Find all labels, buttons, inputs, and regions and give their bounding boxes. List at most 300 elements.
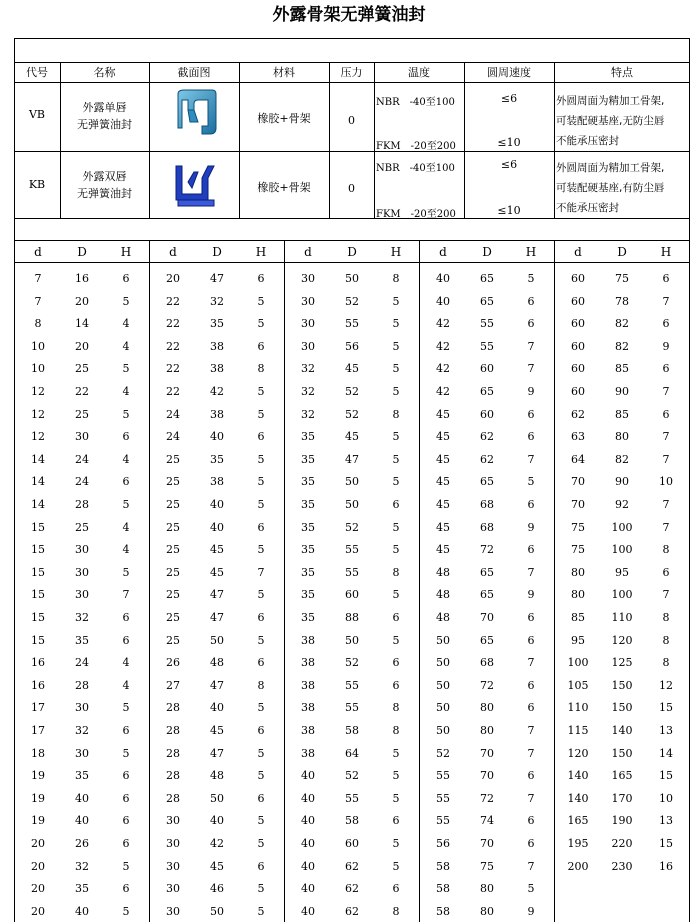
size-cell: 5 <box>392 294 400 308</box>
size-cell: 19 <box>31 814 45 828</box>
size-cell: 35 <box>301 611 315 624</box>
size-cell: 38 <box>301 746 315 760</box>
size-cell: 8 <box>392 565 400 579</box>
size-cell: 14 <box>75 317 89 331</box>
size-cell: 30 <box>301 272 315 285</box>
size-cell: 50 <box>436 678 450 692</box>
size-cell: 8 <box>392 407 400 421</box>
speed-fkm: ≤10 <box>497 204 521 217</box>
size-cell: 32 <box>301 362 315 376</box>
size-cell: 7 <box>527 452 535 466</box>
size-cell: 26 <box>75 837 89 850</box>
size-cell: 78 <box>615 294 629 308</box>
size-cell: 70 <box>571 475 585 489</box>
size-cell: 8 <box>662 543 670 557</box>
feature-line: 可装配硬基座,无防尘唇 <box>556 115 665 127</box>
size-cell: 6 <box>392 611 400 624</box>
product-name-line1: 外露双唇 <box>82 170 127 183</box>
size-cell: 7 <box>257 565 265 579</box>
size-cell: 26 <box>166 656 180 670</box>
size-cell: 40 <box>301 769 315 783</box>
size-cell: 5 <box>257 814 265 828</box>
size-cell: 40 <box>301 882 315 896</box>
size-cell: 40 <box>75 814 89 828</box>
size-cell: 6 <box>392 678 400 692</box>
size-cell: 80 <box>571 565 585 579</box>
size-cell: 5 <box>122 859 130 873</box>
size-cell: 55 <box>345 678 359 692</box>
size-cell: 25 <box>166 520 180 534</box>
size-cell: 5 <box>392 452 400 466</box>
size-cell: 25 <box>166 633 180 647</box>
size-cell: 35 <box>301 543 315 557</box>
size-cell: 45 <box>210 724 224 737</box>
size-cell: 5 <box>122 904 130 918</box>
size-cell: 200 <box>567 859 589 873</box>
size-cell: 5 <box>257 498 265 511</box>
size-cell: 62 <box>571 407 585 421</box>
divider <box>14 262 690 263</box>
size-cell: 5 <box>257 294 265 308</box>
size-cell: 6 <box>257 339 265 353</box>
size-cell: 58 <box>436 882 450 896</box>
header-name: 名称 <box>93 66 116 79</box>
size-cell: 64 <box>345 746 359 760</box>
size-cell: 5 <box>257 317 265 331</box>
size-cell: 27 <box>166 678 180 692</box>
size-cell: 32 <box>75 859 89 873</box>
size-cell: 45 <box>436 407 450 421</box>
header-material: 材料 <box>273 66 295 79</box>
size-cell: 28 <box>166 746 180 760</box>
size-cell: 40 <box>301 814 315 828</box>
size-cell: 24 <box>166 407 180 421</box>
size-cell: 100 <box>611 543 633 557</box>
size-cell: 74 <box>480 814 494 828</box>
size-cell: 35 <box>301 588 315 602</box>
size-cell: 25 <box>166 611 180 624</box>
size-cell: 4 <box>122 339 130 353</box>
divider <box>14 151 690 152</box>
size-cell: 7 <box>527 791 535 805</box>
size-cell: 52 <box>345 769 359 783</box>
size-header-cell: H <box>255 245 267 259</box>
size-cell: 55 <box>436 814 450 828</box>
size-cell: 140 <box>567 791 589 805</box>
size-cell: 22 <box>166 362 180 376</box>
size-cell: 5 <box>257 385 265 398</box>
size-cell: 62 <box>480 452 494 466</box>
header-speed: 圆周速度 <box>487 66 531 79</box>
size-cell: 6 <box>392 814 400 828</box>
size-cell: 5 <box>392 588 400 602</box>
divider <box>284 240 285 922</box>
size-cell: 5 <box>257 769 265 783</box>
size-cell: 6 <box>257 611 265 624</box>
size-cell: 45 <box>436 543 450 557</box>
size-cell: 120 <box>567 746 589 760</box>
size-header-cell: H <box>120 245 132 259</box>
size-cell: 17 <box>31 724 45 737</box>
size-cell: 62 <box>345 859 359 873</box>
size-cell: 48 <box>436 565 450 579</box>
size-cell: 7 <box>527 746 535 760</box>
divider <box>149 240 150 922</box>
size-cell: 7 <box>662 498 670 511</box>
size-cell: 20 <box>31 837 45 850</box>
size-cell: 6 <box>392 656 400 670</box>
size-cell: 50 <box>345 475 359 489</box>
size-cell: 35 <box>75 769 89 783</box>
size-cell: 62 <box>345 904 359 918</box>
size-cell: 65 <box>480 588 494 602</box>
size-cell: 6 <box>527 498 535 511</box>
size-cell: 60 <box>571 272 585 285</box>
size-cell: 6 <box>662 565 670 579</box>
size-cell: 15 <box>31 588 45 602</box>
size-cell: 56 <box>436 837 450 850</box>
size-cell: 6 <box>527 769 535 783</box>
size-cell: 70 <box>480 837 494 850</box>
size-cell: 80 <box>480 724 494 737</box>
size-cell: 17 <box>31 701 45 715</box>
size-cell: 5 <box>527 272 535 285</box>
size-cell: 58 <box>345 814 359 828</box>
size-cell: 30 <box>301 339 315 353</box>
size-cell: 68 <box>480 656 494 670</box>
size-cell: 4 <box>122 678 130 692</box>
size-header-cell: d <box>304 245 312 259</box>
size-cell: 6 <box>392 882 400 896</box>
size-cell: 6 <box>527 430 535 444</box>
size-cell: 20 <box>166 272 180 285</box>
size-cell: 5 <box>257 407 265 421</box>
size-cell: 47 <box>210 678 224 692</box>
size-cell: 60 <box>480 407 494 421</box>
speed-nbr: ≤6 <box>500 158 518 171</box>
size-cell: 5 <box>392 430 400 444</box>
product-pressure: 0 <box>348 182 355 195</box>
size-cell: 5 <box>392 791 400 805</box>
size-cell: 125 <box>611 656 633 670</box>
size-cell: 55 <box>345 791 359 805</box>
size-cell: 5 <box>392 859 400 873</box>
size-cell: 47 <box>345 452 359 466</box>
feature-line: 外圆周面为精加工骨架, <box>556 162 665 174</box>
size-cell: 50 <box>436 656 450 670</box>
size-cell: 85 <box>615 407 629 421</box>
size-cell: 25 <box>166 452 180 466</box>
size-cell: 5 <box>257 452 265 466</box>
divider <box>14 218 690 219</box>
size-cell: 6 <box>122 272 130 285</box>
size-cell: 50 <box>210 791 224 805</box>
size-cell: 75 <box>571 520 585 534</box>
size-cell: 50 <box>345 272 359 285</box>
size-cell: 24 <box>166 430 180 444</box>
size-cell: 5 <box>392 746 400 760</box>
size-cell: 35 <box>75 882 89 896</box>
size-cell: 85 <box>571 611 585 624</box>
size-cell: 6 <box>122 837 130 850</box>
size-cell: 40 <box>75 791 89 805</box>
size-cell: 28 <box>75 678 89 692</box>
size-cell: 90 <box>615 475 629 489</box>
size-cell: 5 <box>122 746 130 760</box>
size-cell: 15 <box>659 837 673 850</box>
size-cell: 82 <box>615 317 629 331</box>
size-cell: 16 <box>75 272 89 285</box>
size-cell: 5 <box>257 701 265 715</box>
size-cell: 195 <box>567 837 589 850</box>
size-cell: 5 <box>257 475 265 489</box>
size-header-cell: D <box>482 245 492 259</box>
size-cell: 85 <box>615 362 629 376</box>
size-cell: 82 <box>615 339 629 353</box>
size-cell: 7 <box>34 294 42 308</box>
size-cell: 5 <box>122 565 130 579</box>
size-cell: 13 <box>659 724 673 737</box>
size-cell: 38 <box>301 656 315 670</box>
size-cell: 5 <box>392 317 400 331</box>
temp-fkm: FKM -20至200 <box>376 209 456 220</box>
size-cell: 28 <box>166 724 180 737</box>
size-cell: 165 <box>611 769 633 783</box>
size-cell: 6 <box>257 272 265 285</box>
size-cell: 4 <box>122 520 130 534</box>
size-cell: 35 <box>75 633 89 647</box>
size-cell: 6 <box>662 407 670 421</box>
size-cell: 6 <box>527 543 535 557</box>
size-cell: 110 <box>611 611 633 624</box>
temp-nbr: NBR -40至100 <box>376 97 455 108</box>
speed-fkm: ≤10 <box>497 136 521 149</box>
size-cell: 6 <box>662 272 670 285</box>
size-cell: 6 <box>527 294 535 308</box>
feature-line: 不能承压密封 <box>556 135 619 147</box>
product-material: 橡胶+骨架 <box>257 112 311 125</box>
size-cell: 6 <box>257 791 265 805</box>
size-cell: 5 <box>257 882 265 896</box>
size-cell: 60 <box>345 837 359 850</box>
size-cell: 25 <box>166 498 180 511</box>
size-cell: 88 <box>345 611 359 624</box>
size-cell: 7 <box>662 452 670 466</box>
size-cell: 55 <box>436 791 450 805</box>
size-cell: 6 <box>527 837 535 850</box>
size-cell: 9 <box>527 385 535 398</box>
size-cell: 25 <box>166 475 180 489</box>
size-cell: 10 <box>659 475 673 489</box>
size-cell: 22 <box>166 294 180 308</box>
size-cell: 190 <box>611 814 633 828</box>
divider <box>149 62 150 218</box>
size-cell: 47 <box>210 611 224 624</box>
size-cell: 30 <box>75 565 89 579</box>
size-cell: 150 <box>611 746 633 760</box>
size-cell: 38 <box>301 701 315 715</box>
size-cell: 14 <box>659 746 673 760</box>
double-lip-seal-section-icon <box>168 158 220 210</box>
size-header-cell: H <box>660 245 672 259</box>
size-cell: 6 <box>122 724 130 737</box>
size-cell: 68 <box>480 498 494 511</box>
size-cell: 140 <box>567 769 589 783</box>
size-cell: 47 <box>210 746 224 760</box>
size-cell: 32 <box>75 724 89 737</box>
size-cell: 30 <box>301 317 315 331</box>
size-cell: 70 <box>480 611 494 624</box>
divider <box>14 240 690 241</box>
size-cell: 6 <box>662 317 670 331</box>
size-cell: 95 <box>571 633 585 647</box>
size-cell: 70 <box>480 769 494 783</box>
size-cell: 52 <box>345 656 359 670</box>
size-cell: 5 <box>122 407 130 421</box>
size-cell: 80 <box>615 430 629 444</box>
size-cell: 10 <box>31 362 45 376</box>
size-cell: 5 <box>257 904 265 918</box>
divider <box>554 62 555 218</box>
size-cell: 8 <box>662 656 670 670</box>
size-cell: 45 <box>210 565 224 579</box>
size-cell: 7 <box>527 724 535 737</box>
size-cell: 5 <box>392 475 400 489</box>
size-cell: 8 <box>662 633 670 647</box>
size-cell: 6 <box>527 317 535 331</box>
size-cell: 105 <box>567 678 589 692</box>
size-cell: 80 <box>480 904 494 918</box>
size-cell: 220 <box>611 837 633 850</box>
size-cell: 65 <box>480 385 494 398</box>
size-cell: 38 <box>210 362 224 376</box>
size-cell: 62 <box>345 882 359 896</box>
size-cell: 30 <box>166 837 180 850</box>
size-cell: 6 <box>257 724 265 737</box>
size-cell: 45 <box>436 498 450 511</box>
size-cell: 6 <box>122 814 130 828</box>
size-cell: 5 <box>392 633 400 647</box>
feature-line: 可装配硬基座,有防尘唇 <box>556 182 665 194</box>
size-cell: 42 <box>436 385 450 398</box>
size-cell: 5 <box>392 362 400 376</box>
size-cell: 20 <box>75 294 89 308</box>
size-cell: 40 <box>210 520 224 534</box>
divider <box>14 62 690 63</box>
size-header-cell: D <box>347 245 357 259</box>
size-cell: 35 <box>301 452 315 466</box>
size-cell: 15 <box>31 565 45 579</box>
size-cell: 13 <box>659 814 673 828</box>
size-cell: 22 <box>166 317 180 331</box>
header-features: 特点 <box>611 66 633 79</box>
size-cell: 4 <box>122 656 130 670</box>
size-cell: 25 <box>166 588 180 602</box>
size-cell: 40 <box>301 837 315 850</box>
size-cell: 40 <box>210 701 224 715</box>
size-cell: 65 <box>480 565 494 579</box>
size-cell: 7 <box>662 430 670 444</box>
feature-line: 外圆周面为精加工骨架, <box>556 95 665 107</box>
size-header-cell: d <box>439 245 447 259</box>
size-cell: 32 <box>301 385 315 398</box>
size-cell: 170 <box>611 791 633 805</box>
size-header-cell: d <box>574 245 582 259</box>
size-cell: 6 <box>392 498 400 511</box>
size-cell: 8 <box>257 362 265 376</box>
size-cell: 55 <box>345 701 359 715</box>
size-cell: 12 <box>31 407 45 421</box>
size-cell: 15 <box>31 543 45 557</box>
size-cell: 60 <box>345 588 359 602</box>
size-cell: 28 <box>166 701 180 715</box>
size-cell: 6 <box>257 430 265 444</box>
size-cell: 6 <box>527 611 535 624</box>
size-cell: 65 <box>480 272 494 285</box>
size-cell: 8 <box>392 904 400 918</box>
size-cell: 92 <box>615 498 629 511</box>
size-cell: 52 <box>345 385 359 398</box>
size-cell: 60 <box>571 362 585 376</box>
size-cell: 55 <box>480 339 494 353</box>
size-cell: 30 <box>75 746 89 760</box>
size-cell: 6 <box>122 633 130 647</box>
size-cell: 14 <box>31 498 45 511</box>
size-cell: 48 <box>210 656 224 670</box>
size-cell: 24 <box>75 452 89 466</box>
size-cell: 14 <box>31 475 45 489</box>
size-cell: 24 <box>75 475 89 489</box>
size-cell: 32 <box>301 407 315 421</box>
size-cell: 38 <box>301 724 315 737</box>
divider <box>374 62 375 218</box>
size-cell: 5 <box>257 837 265 850</box>
size-cell: 45 <box>436 520 450 534</box>
size-cell: 40 <box>436 272 450 285</box>
page-title: 外露骨架无弹簧油封 <box>272 5 426 25</box>
size-cell: 50 <box>436 701 450 715</box>
size-cell: 30 <box>75 701 89 715</box>
size-cell: 40 <box>210 498 224 511</box>
size-cell: 72 <box>480 543 494 557</box>
size-cell: 9 <box>527 588 535 602</box>
header-section: 截面图 <box>177 66 211 79</box>
size-cell: 42 <box>210 837 224 850</box>
size-cell: 5 <box>122 701 130 715</box>
size-cell: 16 <box>31 678 45 692</box>
size-cell: 40 <box>75 904 89 918</box>
size-cell: 80 <box>480 701 494 715</box>
size-cell: 165 <box>567 814 589 828</box>
size-cell: 25 <box>166 565 180 579</box>
size-header-cell: D <box>212 245 222 259</box>
temp-fkm: FKM -20至200 <box>376 141 456 152</box>
size-cell: 9 <box>662 339 670 353</box>
size-cell: 6 <box>527 633 535 647</box>
size-cell: 42 <box>436 339 450 353</box>
size-cell: 52 <box>345 407 359 421</box>
size-cell: 55 <box>480 317 494 331</box>
size-cell: 5 <box>392 543 400 557</box>
size-cell: 52 <box>345 294 359 308</box>
size-cell: 7 <box>527 339 535 353</box>
size-cell: 32 <box>210 294 224 308</box>
size-cell: 65 <box>480 475 494 489</box>
size-cell: 35 <box>301 520 315 534</box>
size-cell: 50 <box>436 633 450 647</box>
size-cell: 25 <box>75 520 89 534</box>
size-cell: 12 <box>31 430 45 444</box>
